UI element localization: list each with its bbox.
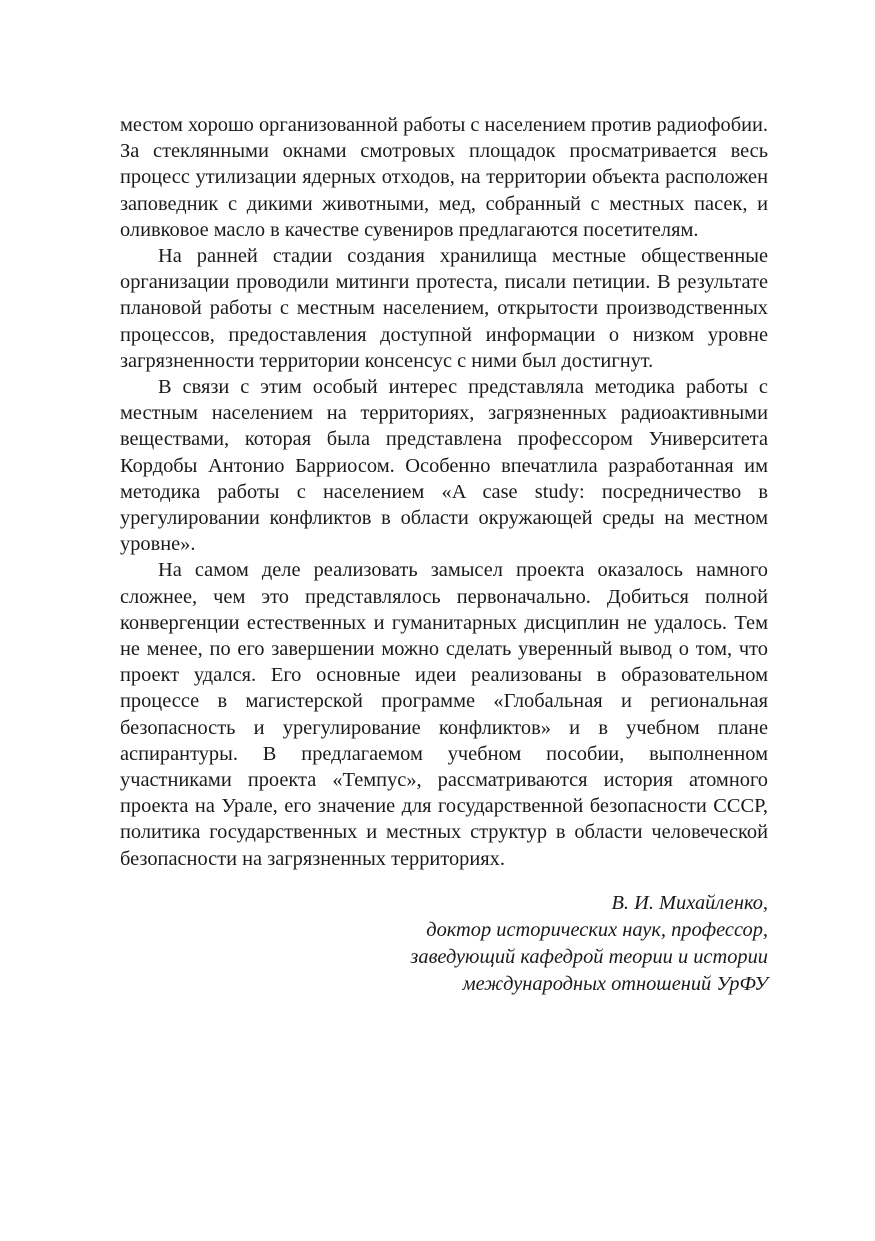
signature-name: В. И. Михайленко, <box>611 891 768 914</box>
author-signature <box>120 890 768 998</box>
signature-degree: доктор исторических наук, профессор, <box>426 918 768 941</box>
signature-position: заведующий кафедрой теории и истории <box>410 945 768 968</box>
document-page <box>120 112 768 998</box>
paragraph-1: местом хорошо организованной работы с населением против радиофобии. За стеклянными окнами смотровых площадок просматривается весь процесс утилизации ядерных отходов, на территории объекта расположен заповедник с дикими животными, мед, собранный с местных пасек, и оливковое масло в качестве сувениров предлагаются посетителям. <box>120 114 768 241</box>
paragraph-3: В связи с этим особый интерес представляла методика работы с местным населением на территориях, загрязненных радиоактивными веществами, которая была представлена профессором Университета Кордобы Антонио Барриосом. Особенно впечатлила разработанная им методика работы с населением «A case study: посредничество в урегулировании конфликтов в области окружающей среды на местном уровне». <box>120 376 768 556</box>
signature-department: международных отношений УрФУ <box>462 972 768 995</box>
paragraph-4: На самом деле реализовать замысел проекта оказалось намного сложнее, чем это представлялось первоначально. Добиться полной конвергенции естественных и гуманитарных дисциплин не удалось. Тем не менее, по его завершении можно сделать уверенный вывод о том, что проект удался. Его основные идеи реализованы в образовательном процессе в магистерской программе «Глобальная и региональная безопасность и урегулирование конфликтов» и в учебном плане аспирантуры. В предлагаемом учебном пособии, выполненном участниками проекта «Темпус», рассматриваются история атомного проекта на Урале, его значение для государственной безопасности СССР, политика государственных и местных структур в области человеческой безопасности на загрязненных территориях. <box>120 559 768 870</box>
paragraph-2: На ранней стадии создания хранилища местные общественные организации проводили митинги протеста, писали петиции. В результате плановой работы с местным населением, открытости производственных процессов, предоставления доступной информации о низком уровне загрязненности территории консенсус с ними был достигнут. <box>120 245 768 372</box>
